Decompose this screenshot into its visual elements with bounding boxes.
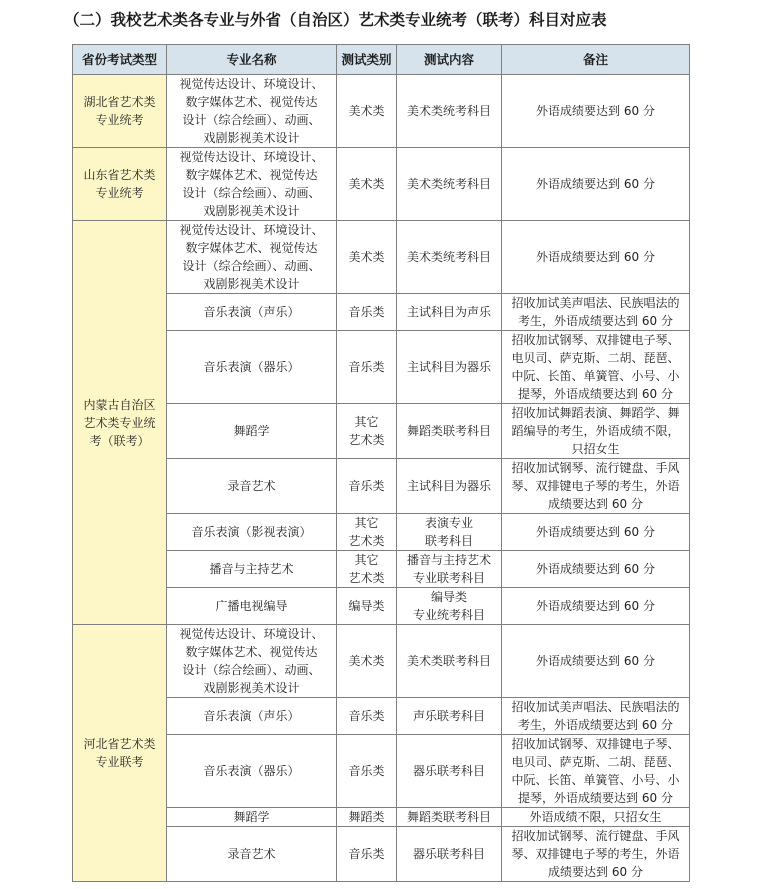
content-cell-line: 专业联考科目 [412,571,485,585]
content-cell-line: 专业统考科目 [412,608,485,622]
major-cell [167,148,337,221]
category-cell-line: 音乐类 [348,764,385,778]
province-cell-line: 专业联考 [95,755,144,769]
note-cell-line: 招收加试美声唱法、民族唱法的 [511,700,680,714]
content-cell [397,331,502,404]
content-cell [397,625,502,698]
major-cell-line: 舞蹈学 [233,810,270,824]
province-cell-line: 专业统考 [95,186,144,200]
category-cell [337,294,397,331]
content-cell [397,827,502,882]
note-cell [502,808,690,827]
content-cell-line: 播音与主持艺术 [406,553,491,567]
note-cell-line: 电贝司、萨克斯、二胡、琵琶、 [511,351,680,365]
category-cell [337,588,397,625]
note-cell [502,551,690,588]
note-cell-line: 招收加试钢琴、流行键盘、手风 [511,461,680,475]
major-cell-line: 录音艺术 [227,479,276,493]
note-cell [502,588,690,625]
note-cell [502,625,690,698]
major-cell-line: 视觉传达设计、环境设计、 [179,77,324,91]
note-cell [502,148,690,221]
note-cell-line: 外语成绩要达到 60 分 [536,250,655,264]
note-cell [502,827,690,882]
header-test-category: 测试类别 [337,45,397,75]
major-cell [167,808,337,827]
content-cell-line: 声乐联考科目 [412,709,485,723]
category-cell-line: 其它 [354,516,379,530]
note-cell-line: 电贝司、萨克斯、二胡、琵琶、 [511,755,680,769]
major-cell [167,459,337,514]
major-cell-line: 视觉传达设计、环境设计、 [179,223,324,237]
category-cell-line: 美术类 [348,654,385,668]
content-cell-line: 联考科目 [424,534,473,548]
content-cell-line: 舞蹈类联考科目 [406,810,491,824]
category-cell-line: 艺术类 [348,571,385,585]
note-cell [502,75,690,148]
province-cell-line: 湖北省艺术类 [83,95,156,109]
province-cell-line: 河北省艺术类 [83,737,156,751]
content-cell-line: 编导类 [430,590,467,604]
major-cell-line: 数字媒体艺术、视觉传达 [185,95,318,109]
content-cell [397,514,502,551]
content-cell-line: 主试科目为器乐 [406,479,491,493]
header-test-content: 测试内容 [397,45,502,75]
major-cell-line: 音乐表演（影视表演） [191,525,312,539]
major-cell-line: 录音艺术 [227,847,276,861]
category-cell-line: 音乐类 [348,305,385,319]
category-cell-line: 编导类 [348,599,385,613]
note-cell [502,698,690,735]
note-cell-line: 外语成绩要达到 60 分 [536,525,655,539]
content-cell-line: 美术类统考科目 [406,250,491,264]
note-cell-line: 外语成绩要达到 60 分 [536,177,655,191]
table-row [73,625,690,698]
note-cell-line: 蹈编导的考生，外语成绩不限， [511,424,680,438]
header-remarks: 备注 [502,45,690,75]
category-cell-line: 音乐类 [348,479,385,493]
province-cell-line: 专业统考 [95,113,144,127]
content-cell-line: 美术类统考科目 [406,104,491,118]
category-cell [337,827,397,882]
major-cell-line: 音乐表演（声乐） [203,709,300,723]
content-cell [397,221,502,294]
note-cell-line: 提琴，外语成绩要达到 60 分 [518,791,673,805]
note-cell-line: 招收加试钢琴、流行键盘、手风 [511,829,680,843]
major-cell [167,221,337,294]
category-cell [337,221,397,294]
content-cell-line: 主试科目为声乐 [406,305,491,319]
province-cell [73,148,167,221]
province-cell-line: 考（联考） [89,433,150,448]
note-cell-line: 琴、双排键电子琴的考生，外语 [511,847,680,861]
content-cell-line: 舞蹈类联考科目 [406,424,491,438]
category-cell-line: 音乐类 [348,709,385,723]
content-cell [397,551,502,588]
category-cell [337,808,397,827]
note-cell-line: 中阮、长笛、单簧管、小号、小 [511,369,680,383]
note-cell-line: 考生，外语成绩要达到 60 分 [518,718,673,732]
table-row [73,221,690,294]
major-cell [167,625,337,698]
note-cell [502,735,690,808]
major-cell-line: 视觉传达设计、环境设计、 [179,627,324,641]
category-cell [337,514,397,551]
major-cell [167,331,337,404]
note-cell [502,459,690,514]
note-cell-line: 琴、双排键电子琴的考生，外语 [511,479,680,493]
category-cell-line: 艺术类 [348,433,385,447]
major-cell [167,75,337,148]
note-cell [502,294,690,331]
note-cell [502,331,690,404]
content-cell-line: 美术类统考科目 [406,177,491,191]
note-cell-line: 招收加试钢琴、双排键电子琴、 [511,737,680,751]
header-province-exam-type: 省份考试类型 [73,45,167,75]
category-cell [337,75,397,148]
content-cell-line: 表演专业 [424,516,473,530]
major-cell [167,735,337,808]
major-cell-line: 戏剧影视美术设计 [203,204,300,218]
content-cell [397,698,502,735]
province-cell-line: 山东省艺术类 [83,168,156,182]
category-cell-line: 艺术类 [348,534,385,548]
content-cell [397,75,502,148]
province-cell-line: 艺术类专业统 [83,415,156,430]
note-cell-line: 招收加试美声唱法、民族唱法的 [511,296,680,310]
major-cell [167,588,337,625]
content-cell-line: 主试科目为器乐 [406,360,491,374]
content-cell-line: 美术类联考科目 [406,654,491,668]
content-cell [397,459,502,514]
category-cell [337,551,397,588]
category-cell [337,625,397,698]
major-cell-line: 广播电视编导 [215,599,288,613]
content-cell [397,294,502,331]
major-cell-line: 设计（综合绘画）、动画、 [182,186,321,200]
province-cell [73,221,167,625]
note-cell-line: 成绩要达到 60 分 [548,497,643,511]
category-cell-line: 美术类 [348,104,385,118]
note-cell-line: 只招女生 [571,442,620,456]
content-cell [397,588,502,625]
note-cell-line: 考生，外语成绩要达到 60 分 [518,314,673,328]
content-cell-line: 器乐联考科目 [412,764,485,778]
content-cell [397,148,502,221]
note-cell-line: 外语成绩要达到 60 分 [536,599,655,613]
content-cell-line: 器乐联考科目 [412,847,485,861]
major-cell-line: 音乐表演（器乐） [203,764,300,778]
major-cell-line: 舞蹈学 [233,424,270,438]
province-cell [73,625,167,882]
note-cell-line: 外语成绩不限，只招女生 [529,810,662,824]
category-cell [337,459,397,514]
note-cell [502,221,690,294]
note-cell [502,514,690,551]
major-cell-line: 戏剧影视美术设计 [203,681,300,695]
major-cell-line: 数字媒体艺术、视觉传达 [185,241,318,255]
category-cell [337,331,397,404]
province-cell-line: 内蒙古自治区 [83,397,156,412]
category-cell-line: 舞蹈类 [348,810,385,824]
note-cell-line: 提琴，外语成绩要达到 60 分 [518,387,673,401]
table-header-row [73,45,690,75]
category-cell-line: 音乐类 [348,847,385,861]
major-cell-line: 设计（综合绘画）、动画、 [182,113,321,127]
category-cell [337,698,397,735]
major-cell-line: 视觉传达设计、环境设计、 [179,150,324,164]
major-cell [167,551,337,588]
category-cell-line: 美术类 [348,250,385,264]
page-title: （二）我校艺术类各专业与外省（自治区）艺术类专业统考（联考）科目对应表 [64,11,607,29]
table-row [73,75,690,148]
major-cell-line: 音乐表演（器乐） [203,360,300,374]
major-cell [167,698,337,735]
header-major-name: 专业名称 [167,45,337,75]
note-cell-line: 成绩要达到 60 分 [548,865,643,879]
province-cell [73,75,167,148]
major-cell-line: 设计（综合绘画）、动画、 [182,259,321,273]
note-cell-line: 招收加试舞蹈表演、舞蹈学、舞 [511,406,680,420]
major-cell-line: 戏剧影视美术设计 [203,131,300,145]
major-cell-line: 设计（综合绘画）、动画、 [182,663,321,677]
note-cell-line: 外语成绩要达到 60 分 [536,562,655,576]
major-cell-line: 戏剧影视美术设计 [203,277,300,291]
category-cell-line: 音乐类 [348,360,385,374]
category-cell [337,404,397,459]
category-cell-line: 其它 [354,415,379,429]
major-cell [167,404,337,459]
major-cell-line: 播音与主持艺术 [209,562,294,576]
note-cell-line: 招收加试钢琴、双排键电子琴、 [511,333,680,347]
category-cell-line: 其它 [354,553,379,567]
content-cell [397,808,502,827]
note-cell-line: 外语成绩要达到 60 分 [536,104,655,118]
major-cell-line: 数字媒体艺术、视觉传达 [185,645,318,659]
category-cell-line: 美术类 [348,177,385,191]
note-cell [502,404,690,459]
major-cell [167,514,337,551]
note-cell-line: 外语成绩要达到 60 分 [536,654,655,668]
subject-mapping-table [72,44,690,882]
content-cell [397,735,502,808]
category-cell [337,735,397,808]
major-cell [167,294,337,331]
note-cell-line: 中阮、长笛、单簧管、小号、小 [511,773,680,787]
major-cell-line: 数字媒体艺术、视觉传达 [185,168,318,182]
major-cell-line: 音乐表演（声乐） [203,305,300,319]
major-cell [167,827,337,882]
category-cell [337,148,397,221]
table-row [73,148,690,221]
content-cell [397,404,502,459]
